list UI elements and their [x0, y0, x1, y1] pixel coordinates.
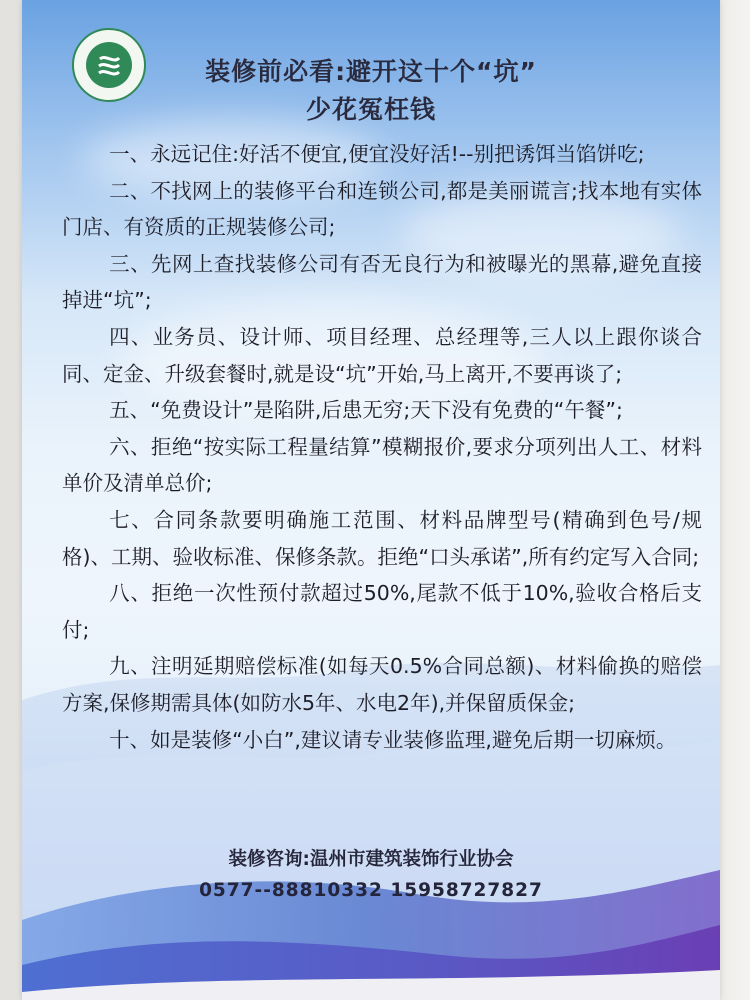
document-title: 装修前必看:避开这十个“坑”: [205, 57, 537, 86]
flyer-sheet: [22, 0, 720, 1000]
list-item: 九、注明延期赔偿标准(如每天0.5%合同总额)、材料偷换的赔偿方案,保修期需具体(如防水5年、水电2年),并保留质保金;: [62, 654, 702, 715]
list-item: 七、合同条款要明确施工范围、材料品牌型号(精确到色号/规格)、工期、验收标准、保修条款。拒绝“口头承诺”,所有约定写入合同;: [62, 507, 702, 569]
list-item: 五、“免费设计”是陷阱,后患无穷;天下没有免费的“午餐”;: [109, 398, 623, 423]
list-item: 二、不找网上的装修平台和连锁公司,都是美丽谎言;找本地有实体门店、有资质的正规装修公司;: [62, 178, 702, 240]
list-item: 十、如是装修“小白”,建议请专业装修监理,避免后期一切麻烦。: [109, 727, 677, 752]
list-item: 八、拒绝一次性预付款超过50%,尾款不低于10%,验收合格后支付;: [62, 581, 702, 642]
list-item: 六、拒绝“按实际工程量结算”模糊报价,要求分项列出人工、材料单价及清单总价;: [62, 434, 702, 496]
document-subtitle: 少花冤枉钱: [305, 95, 436, 124]
consult-contact: 装修咨询:温州市建筑装饰行业协会: [228, 849, 514, 870]
list-item: 四、业务员、设计师、项目经理、总经理等,三人以上跟你谈合同、定金、升级套餐时,就是设“坑”开始,马上离开,不要再谈了;: [62, 324, 702, 386]
rules-list: [62, 136, 702, 758]
list-item: 三、先网上查找装修公司有否无良行为和被曝光的黑幕,避免直接掉进“坑”;: [62, 251, 702, 313]
contact-phone: 0577--88810332 15958727827: [199, 880, 543, 901]
list-item: 一、永远记住:好活不便宜,便宜没好活!--别把诱饵当馅饼吃;: [109, 142, 645, 166]
